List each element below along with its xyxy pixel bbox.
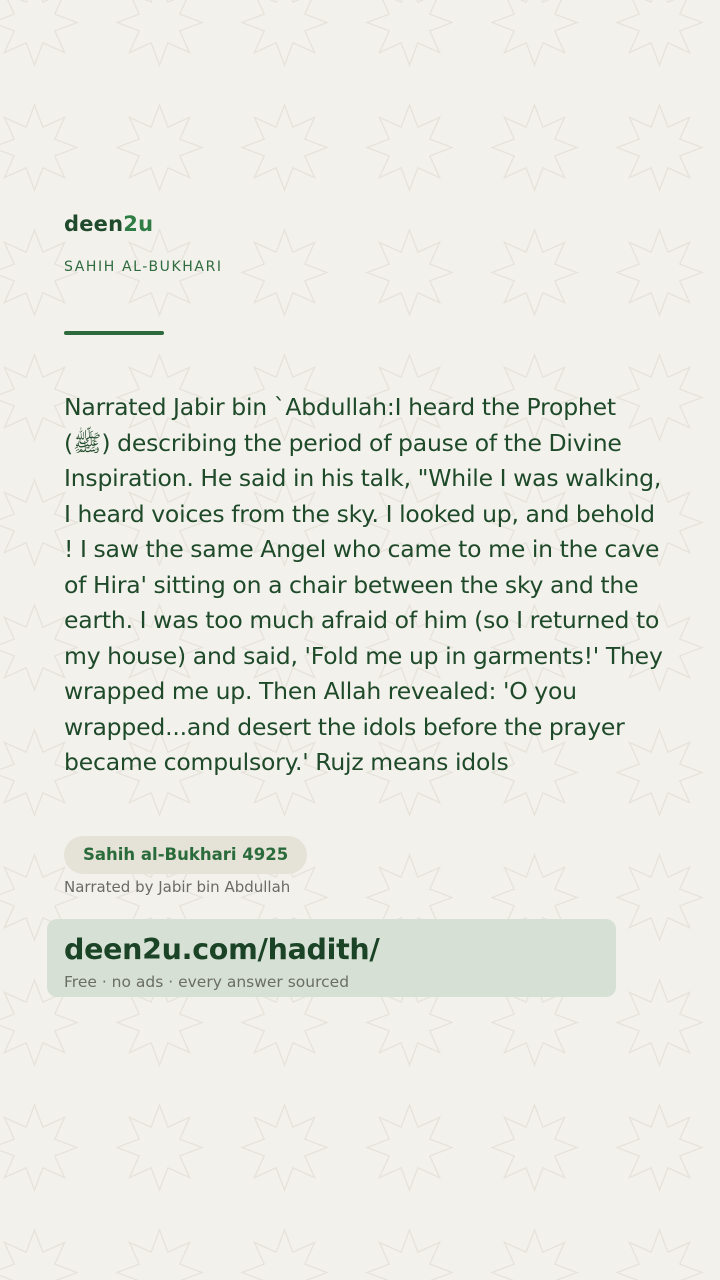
promo-link-card[interactable] xyxy=(47,919,616,997)
collection-label: SAHIH AL-BUKHARI xyxy=(64,259,223,275)
brand-name-accent: 2u xyxy=(123,212,154,236)
brand-logo xyxy=(64,212,153,236)
hadith-text: Narrated Jabir bin `Abdullah:I heard the Prophet (ﷺ) describing the period of pause of the Divine Inspiration. He said in his talk, "While I was walking, I heard voices from the sky. I looked up, and behold ! I saw the same Angel who came to me in the cave of Hira' sitting on a chair between the sky and the earth. I was too much afraid of him (so I returned to my house) and said, 'Fold me up in garments!' They wrapped me up. Then Allah revealed: 'O you wrapped...and desert the idols before the prayer became compulsory.' Rujz means idols xyxy=(64,393,663,776)
narrator-text: Narrated by Jabir bin Abdullah xyxy=(64,878,291,896)
divider xyxy=(64,331,164,335)
reference-badge: Sahih al-Bukhari 4925 xyxy=(64,836,307,874)
brand-name-main: deen xyxy=(64,212,124,236)
promo-url[interactable]: deen2u.com/hadith/ xyxy=(64,933,380,966)
promo-tagline: Free · no ads · every answer sourced xyxy=(64,973,350,991)
